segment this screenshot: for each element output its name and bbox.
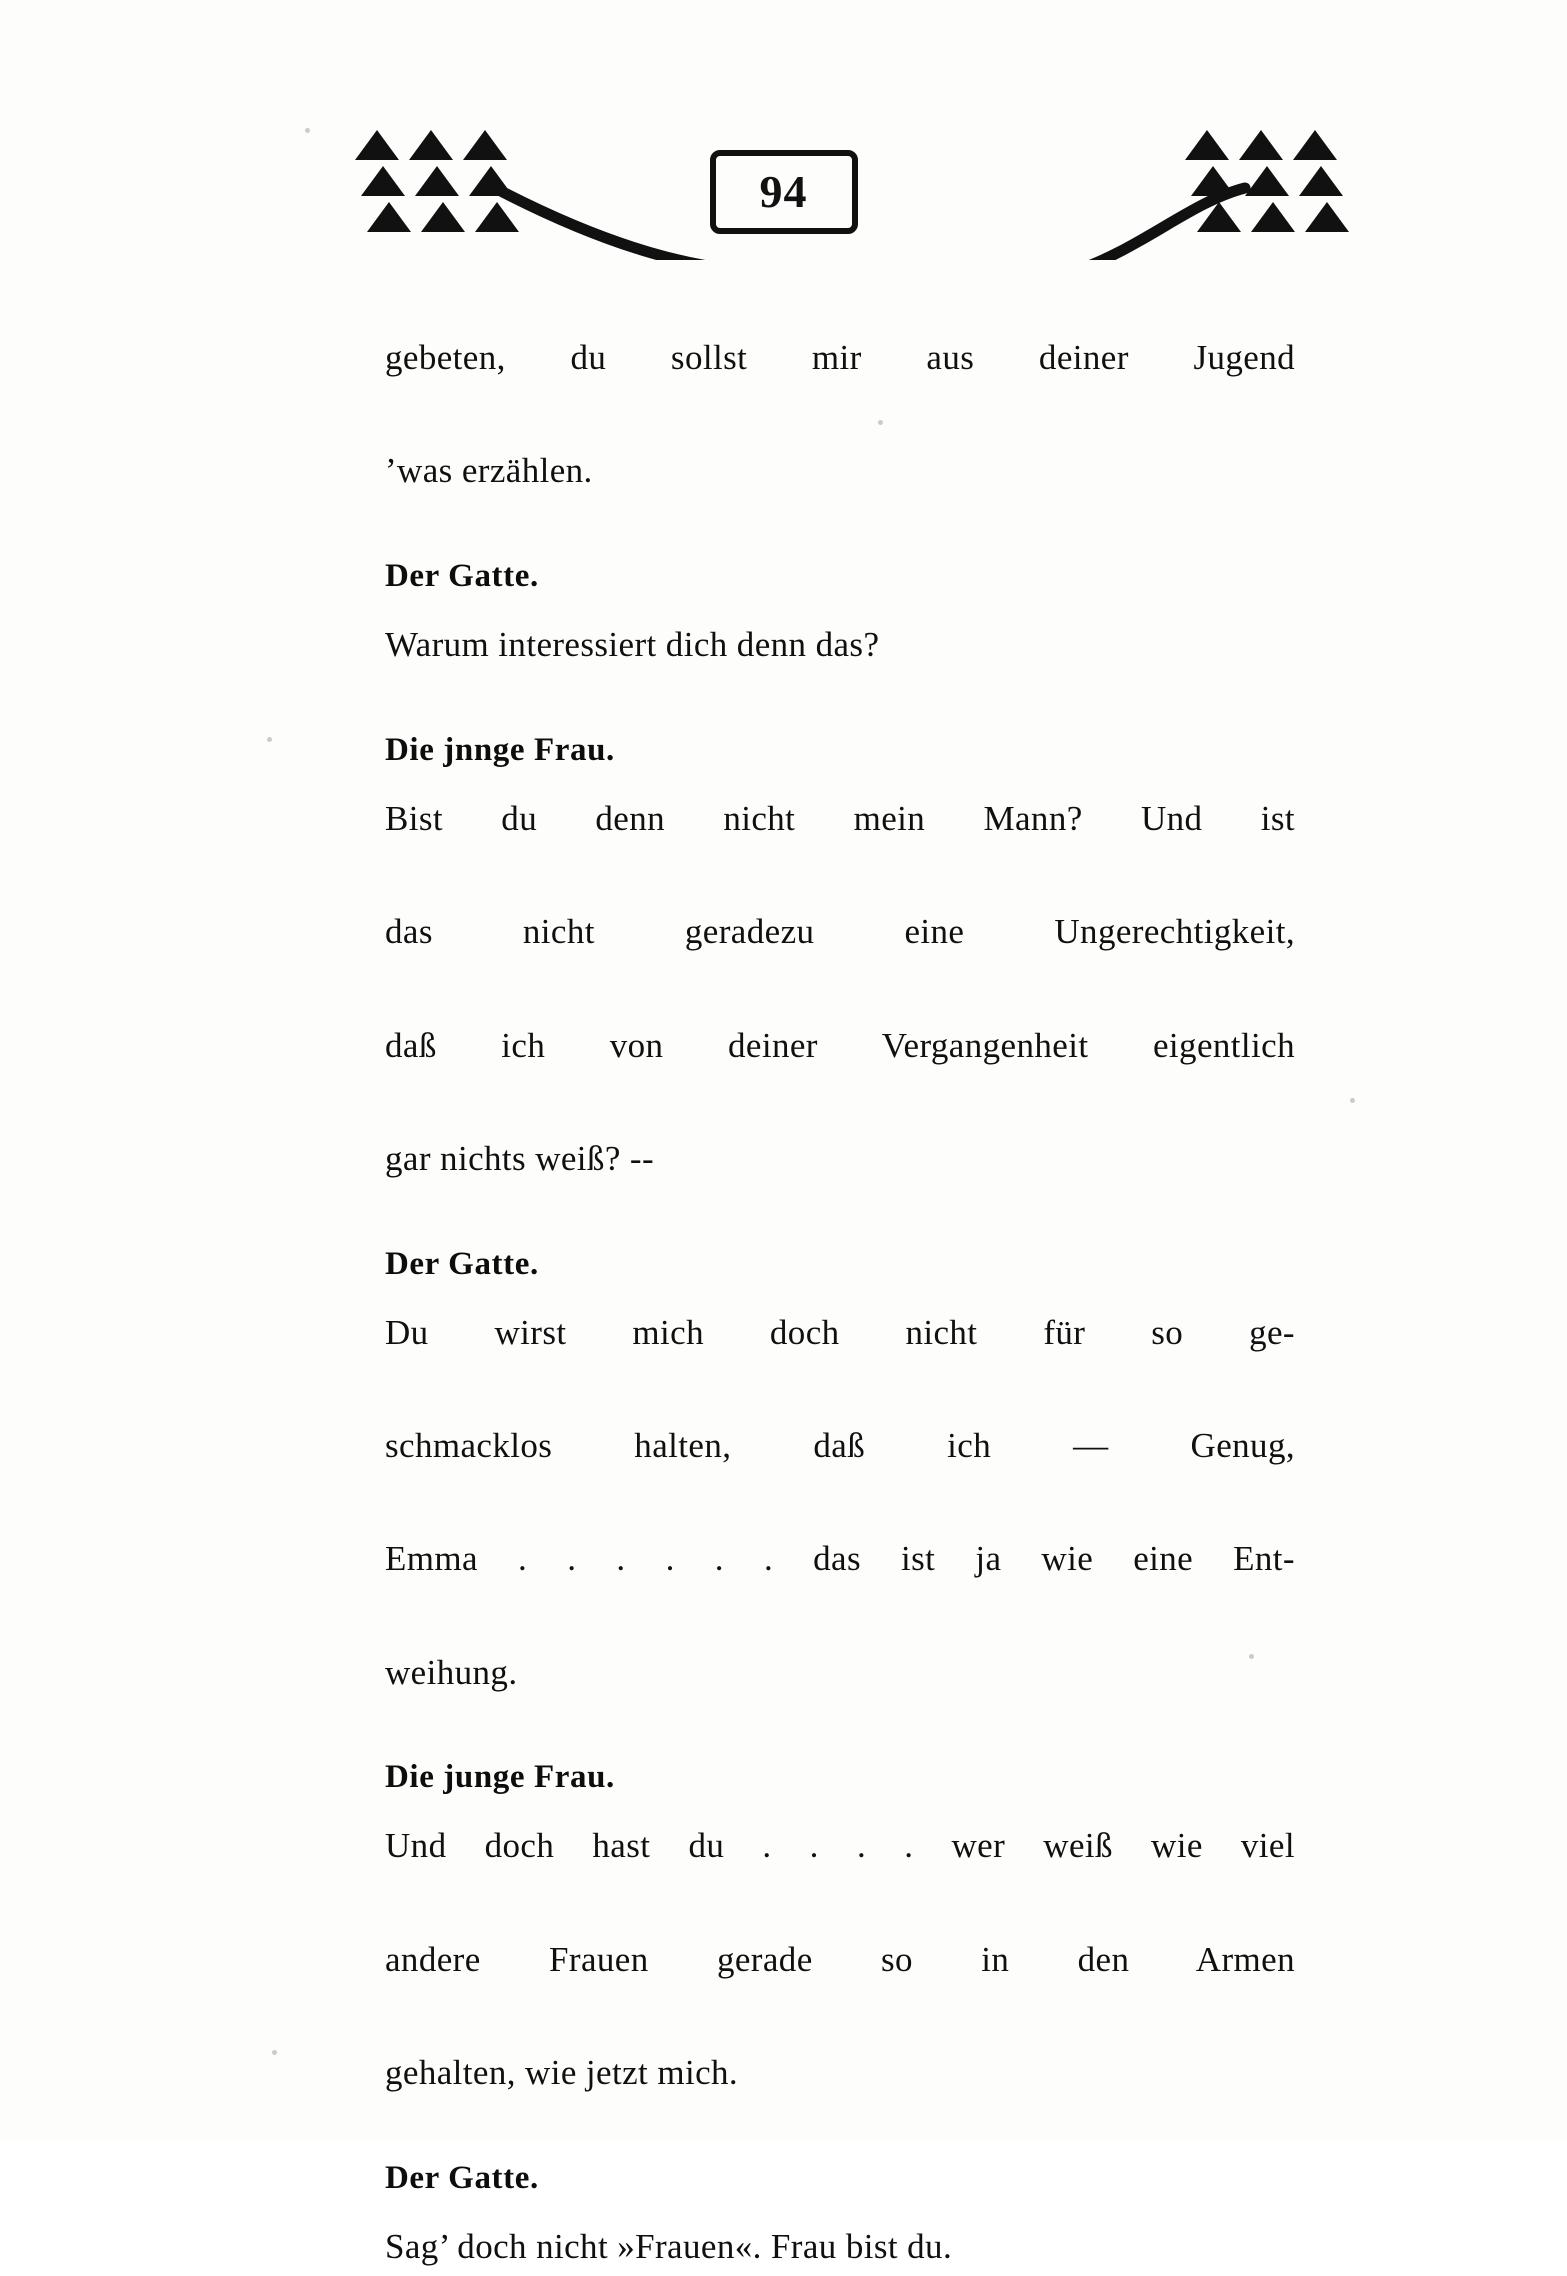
triangle-icon <box>421 202 465 232</box>
triangle-icon <box>1197 202 1241 232</box>
triangle-cluster-ornament-right <box>1185 130 1345 240</box>
text-line: ’was erzählen. <box>385 451 593 491</box>
spacer <box>385 1188 1295 1246</box>
triangle-icon <box>1293 130 1337 160</box>
speech-paragraph <box>385 791 1295 1188</box>
page-body <box>385 330 1295 2276</box>
triangle-icon <box>1299 166 1343 196</box>
text-line: das nicht geradezu eine Ungerechtigkeit, <box>385 912 1295 952</box>
text-line: Du wirst mich doch nicht für so ge- <box>385 1312 1295 1352</box>
text-line: gar nichts weiß? -- <box>385 1138 655 1178</box>
triangle-icon <box>1239 130 1283 160</box>
speech-paragraph <box>385 1305 1295 1702</box>
text-line: gebeten, du sollst mir aus deiner Jugend <box>385 338 1295 377</box>
text-line: weihung. <box>385 1652 518 1692</box>
page-number: 94 <box>759 166 808 217</box>
spacer <box>385 1701 1295 1759</box>
triangle-icon <box>415 166 459 196</box>
text-line: Sag’ doch nicht »Frauen«. Frau bist du. <box>385 2226 953 2266</box>
paper-speck <box>1350 1098 1355 1103</box>
spacer <box>385 500 1295 558</box>
spacer <box>385 1283 1295 1305</box>
speaker-label: Der Gatte. <box>385 1245 539 1282</box>
page-number-box <box>710 150 858 234</box>
triangle-icon <box>409 130 453 160</box>
page-header-ornament <box>0 130 1567 260</box>
speech-paragraph <box>385 2219 1295 2276</box>
triangle-icon <box>1185 130 1229 160</box>
spacer <box>385 2102 1295 2160</box>
text-line: Emma . . . . . . das ist ja wie eine Ent- <box>385 1539 1295 1579</box>
text-line: Und doch hast du . . . . wer weiß wie viel <box>385 1826 1295 1866</box>
spacer <box>385 769 1295 791</box>
speech-paragraph <box>385 617 1295 674</box>
triangle-icon <box>475 202 519 232</box>
text-line: schmacklos halten, daß ich — Genug, <box>385 1425 1295 1465</box>
triangle-icon <box>463 130 507 160</box>
text-line: andere Frauen gerade so in den Armen <box>385 1939 1295 1979</box>
paper-speck <box>267 737 272 742</box>
triangle-cluster-ornament-left <box>355 130 515 240</box>
text-line: Warum interessiert dich denn das? <box>385 625 880 665</box>
triangle-icon <box>469 166 513 196</box>
opening-paragraph <box>385 330 1295 500</box>
spacer <box>385 1796 1295 1818</box>
triangle-icon <box>355 130 399 160</box>
speech-paragraph <box>385 1818 1295 2101</box>
paper-speck <box>272 2050 277 2055</box>
triangle-icon <box>367 202 411 232</box>
text-line: gehalten, wie jetzt mich. <box>385 2053 739 2093</box>
spacer <box>385 674 1295 732</box>
triangle-icon <box>1191 166 1235 196</box>
text-line: Bist du denn nicht mein Mann? Und ist <box>385 798 1295 838</box>
speaker-label: Die jnnge Frau. <box>385 731 615 768</box>
triangle-icon <box>1305 202 1349 232</box>
speaker-label: Der Gatte. <box>385 2159 539 2196</box>
spacer <box>385 2197 1295 2219</box>
triangle-icon <box>361 166 405 196</box>
triangle-icon <box>1245 166 1289 196</box>
speaker-label: Die junge Frau. <box>385 1759 615 1796</box>
triangle-icon <box>1251 202 1295 232</box>
spacer <box>385 595 1295 617</box>
speaker-label: Der Gatte. <box>385 558 539 595</box>
text-line: daß ich von deiner Vergangenheit eigentlich <box>385 1025 1295 1065</box>
